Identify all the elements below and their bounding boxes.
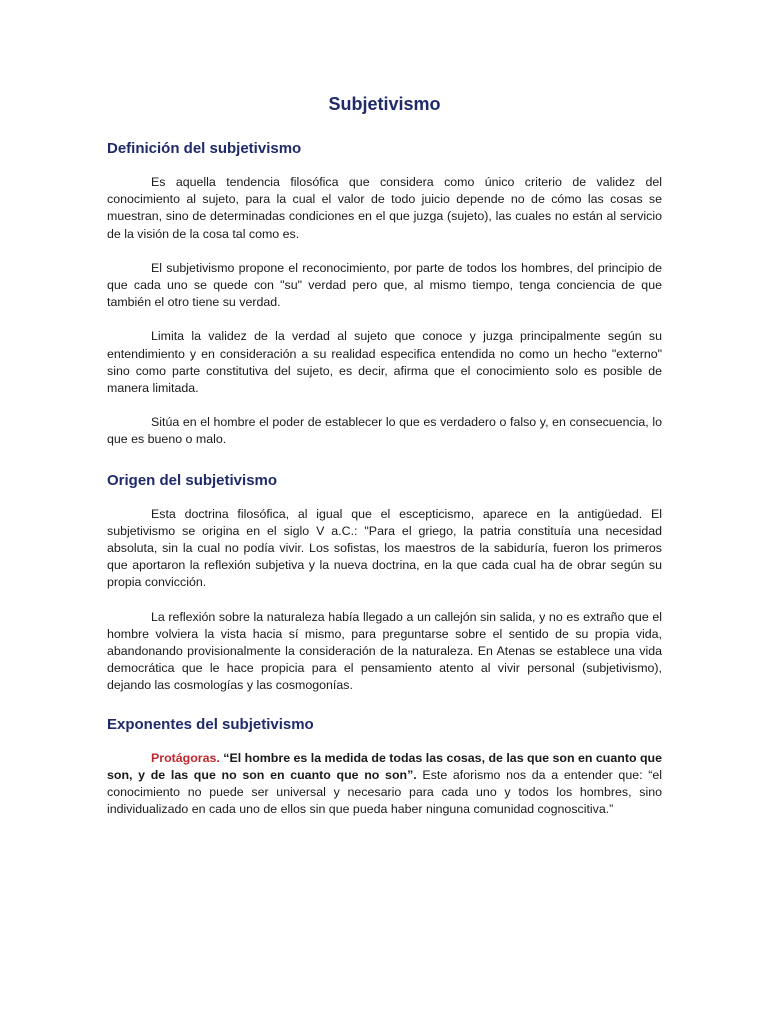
paragraph: Sitúa en el hombre el poder de establecer lo que es verdadero o falso y, en consecuencia, lo que es bueno o malo.	[107, 415, 662, 447]
exponent-explanation: Este aforismo nos da a entender que: “el conocimiento no puede ser universal y necesario para cada uno y todos los hombres, sino individualizado en cada uno de ellos sin que pueda haber ninguna comunidad cognoscitiva.”	[107, 767, 663, 817]
section-heading-exponentes: Exponentes del subjetivismo	[107, 715, 314, 733]
section-heading-origen: Origen del subjetivismo	[107, 471, 278, 489]
paragraph: Limita la validez de la verdad al sujeto que conoce y juzga principalmente según su entendimiento y en consideración a su realidad especifica entendida no como un hecho "externo" sino como parte constitutiva del sujeto, es decir, afirma que el conocimiento solo es posible de manera limitada.	[107, 329, 662, 396]
section-heading-definicion: Definición del subjetivismo	[107, 140, 302, 157]
paragraph: La reflexión sobre la naturaleza había llegado a un callejón sin salida, y no es extraño que el hombre volviera la vista hacia sí mismo, para preguntarse sobre el sentido de su propia vida, abandonando provisionalmente la consideración de la naturaleza. En Atenas se establece una vida democrática que le hace propicia para el pensamiento atento al vivir personal (subjetivismo), dejando las cosmologías y las cosmogonías.	[107, 609, 662, 693]
document-title: Subjetivismo	[328, 94, 441, 114]
exponent-quote: “El hombre es la medida de todas las cosas, de las que son en cuanto que son, y de las que no son en cuanto que no son”.	[107, 750, 662, 782]
document-page	[107, 0, 662, 818]
exponent-author: Protágoras.	[151, 750, 220, 765]
paragraph: Es aquella tendencia filosófica que considera como único criterio de validez del conocimiento al sujeto, para la cual el valor de todo juicio depende no de cómo las cosas se muestran, sino de determinadas condiciones en el que juzga (sujeto), las cuales no están al servicio de la visión de la cosa tal como es.	[107, 175, 662, 241]
paragraph: El subjetivismo propone el reconocimiento, por parte de todos los hombres, del principio de que cada uno se quede con "su" verdad pero que, al mismo tiempo, tenga conciencia de que también el otro tiene su verdad.	[107, 260, 662, 310]
exponent-paragraph	[107, 750, 662, 819]
paragraph: Esta doctrina filosófica, al igual que el escepticismo, aparece en la antigüedad. El subjetivismo se origina en el siglo V a.C.: "Para el griego, la patria constituía una necesidad absoluta, sin la cual no podía vivir. Los sofistas, los maestros de la sabiduría, fueron los primeros que aportaron la reflexión subjetiva y la nueva doctrina, en la que cada cual ha de obrar según su propia convicción.	[107, 506, 662, 590]
